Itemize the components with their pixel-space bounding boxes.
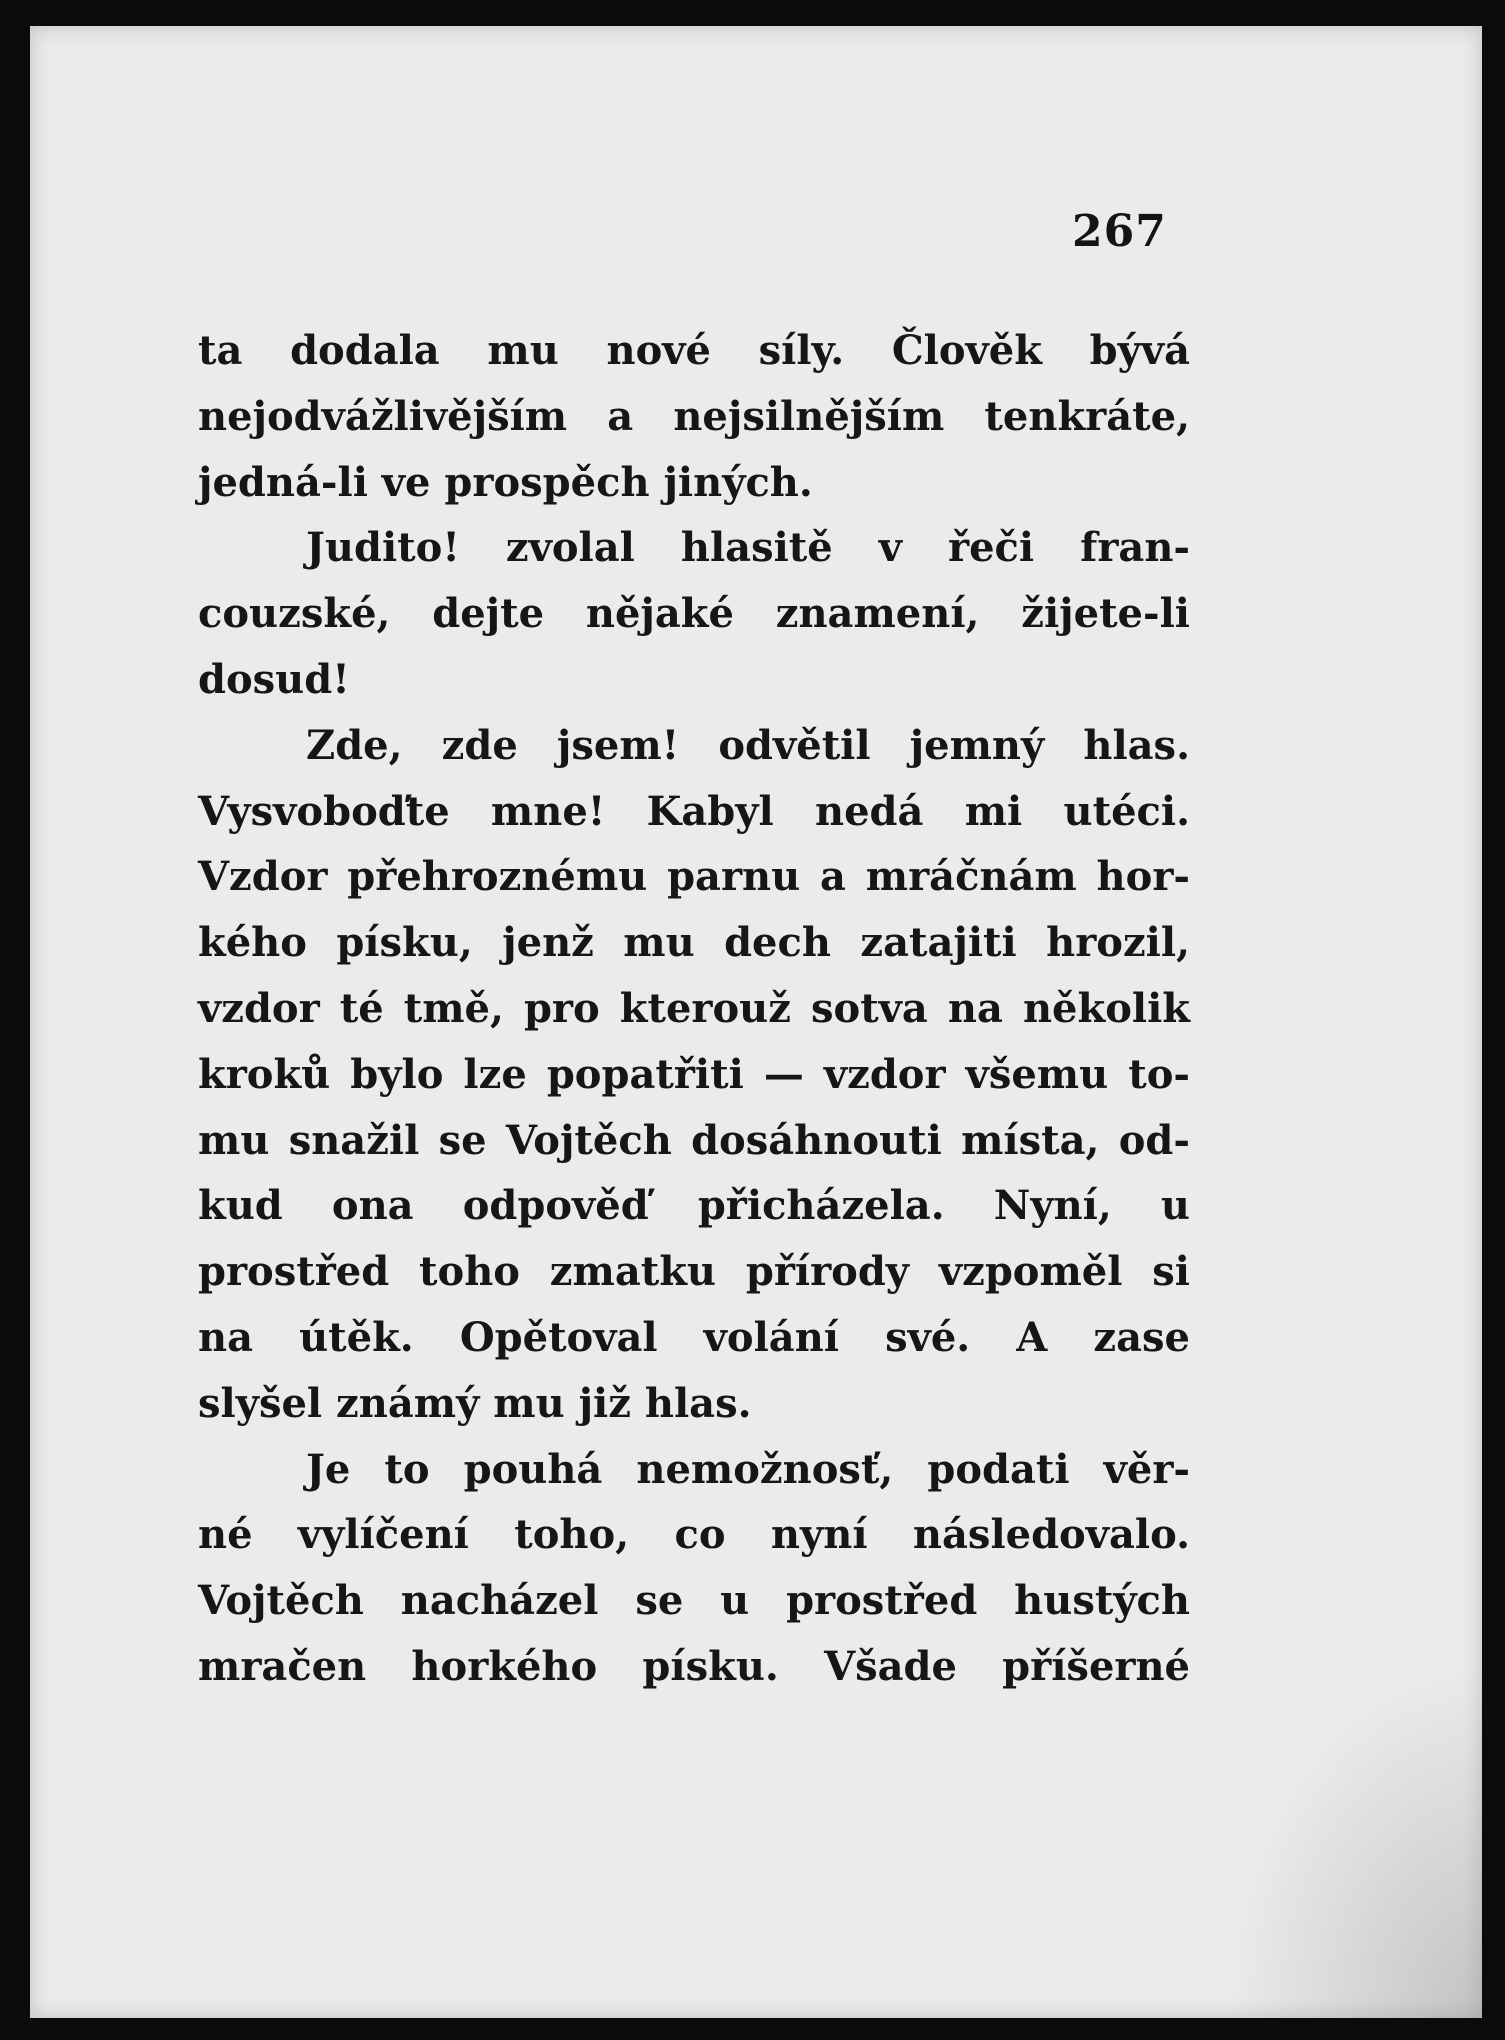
- text-line: kud ona odpověď přicházela. Nyní, u: [198, 1182, 1190, 1230]
- text-line: couzské, dejte nějaké znamení, žijete-li: [198, 590, 1190, 638]
- text-line: né vylíčení toho, co nyní následovalo.: [198, 1511, 1190, 1559]
- text-line: kroků bylo lze popatřiti — vzdor všemu to-: [198, 1050, 1190, 1098]
- text-line: dosud!: [198, 655, 350, 703]
- text-line: Je to pouhá nemožnosť, podati věr-: [306, 1445, 1190, 1493]
- text-line: vzdor té tmě, pro kterouž sotva na několik: [198, 984, 1190, 1032]
- text-line: Zde, zde jsem! odvětil jemný hlas.: [306, 721, 1190, 769]
- text-line: slyšel známý mu již hlas.: [198, 1379, 752, 1427]
- text-line: ta dodala mu nové síly. Člověk bývá: [198, 327, 1190, 374]
- text-line: Vysvoboďte mne! Kabyl nedá mi utéci.: [198, 787, 1190, 835]
- text-line: nejodvážlivějším a nejsilnějším tenkráte,: [198, 392, 1190, 440]
- text-line: mračen horkého písku. Všade příšerné: [198, 1642, 1190, 1690]
- page-number: 267: [1072, 206, 1167, 257]
- text-line: Vzdor přehroznému parnu a mráčnám hor-: [198, 853, 1190, 901]
- book-page: [30, 26, 1482, 2018]
- text-line: mu snažil se Vojtěch dosáhnouti místa, od-: [198, 1116, 1190, 1164]
- text-line: jedná-li ve prospěch jiných.: [198, 458, 813, 506]
- text-line: prostřed toho zmatku přírody vzpoměl si: [198, 1248, 1190, 1296]
- text-line: kého písku, jenž mu dech zatajiti hrozil,: [198, 919, 1190, 967]
- text-line: Vojtěch nacházel se u prostřed hustých: [198, 1577, 1190, 1625]
- text-line: na útěk. Opětoval volání své. A zase: [198, 1313, 1190, 1361]
- text-line: Judito! zvolal hlasitě v řeči fran-: [306, 524, 1190, 572]
- body-text: [198, 318, 1190, 1700]
